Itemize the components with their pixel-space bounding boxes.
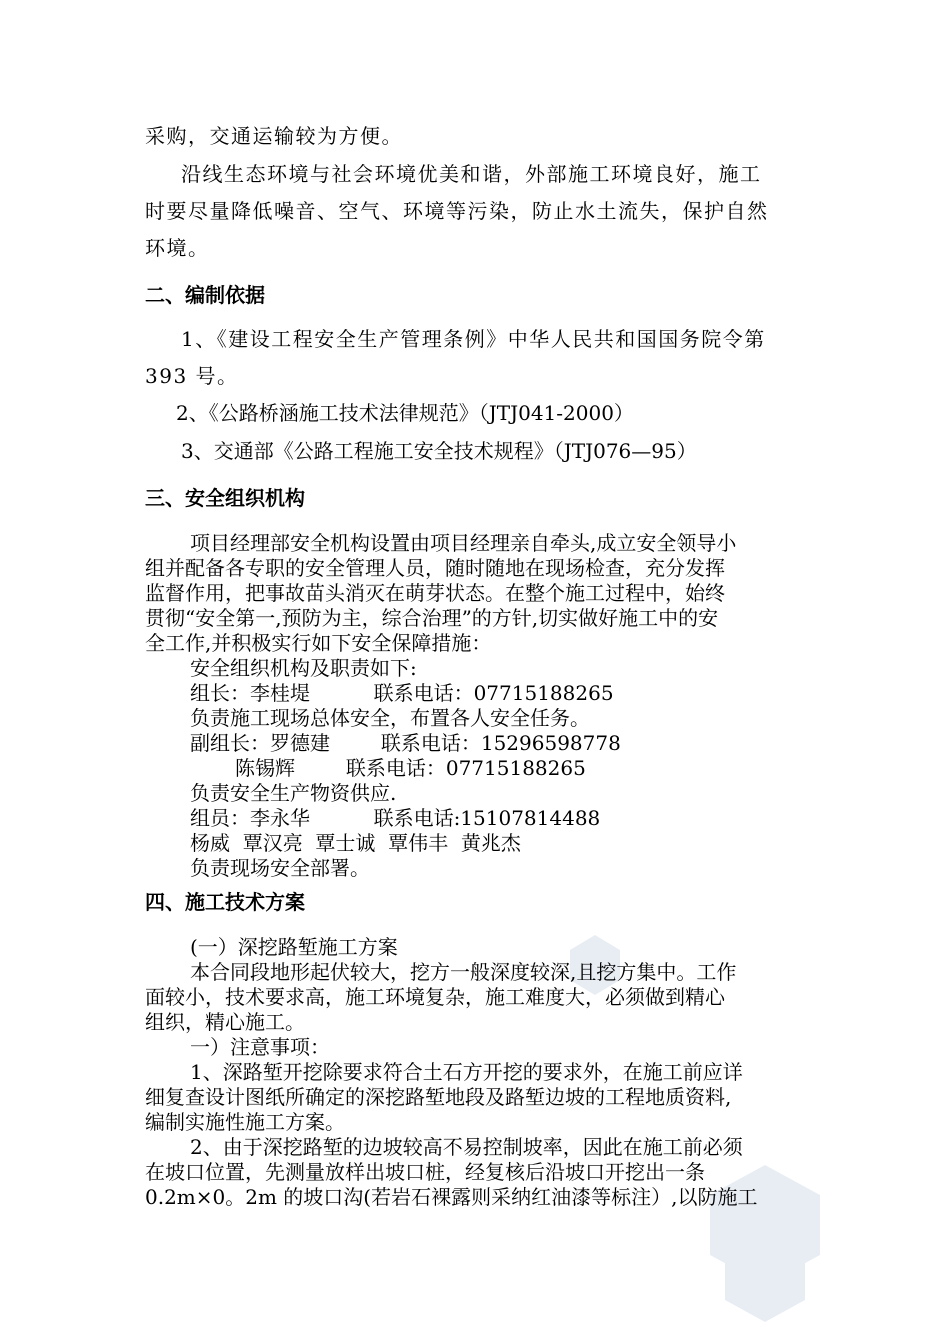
- section-heading: 四、施工技术方案: [145, 890, 305, 914]
- text-line: 本合同段地形起伏较大，挖方一般深度较深,且挖方集中。工作: [190, 960, 737, 984]
- text-line: 组长：李桂堤 联系电话：07715188265: [190, 681, 614, 705]
- text-line: 负责施工现场总体安全，布置各人安全任务。: [190, 706, 590, 730]
- section-heading: 二、编制依据: [145, 283, 265, 307]
- text-line: 组织，精心施工。: [145, 1010, 305, 1034]
- text-line: 负责现场安全部署。: [190, 856, 370, 880]
- text-line: 负责安全生产物资供应.: [190, 781, 397, 805]
- text-line: 环境。: [145, 236, 210, 260]
- text-line: 面较小，技术要求高，施工环境复杂，施工难度大，必须做到精心: [145, 985, 725, 1009]
- text-line: 沿线生态环境与社会环境优美和谐，外部施工环境良好，施工: [181, 162, 762, 186]
- text-line: 组并配备各专职的安全管理人员，随时随地在现场检查，充分发挥: [145, 556, 725, 580]
- section-heading: 三、安全组织机构: [145, 486, 305, 510]
- text-line: 陈锡辉 联系电话：07715188265: [235, 756, 586, 780]
- text-line: 杨威 覃汉亮 覃士诚 覃伟丰 黄兆杰: [190, 831, 521, 855]
- text-line: 2、由于深挖路堑的边坡较高不易控制坡率，因此在施工前必须: [190, 1135, 743, 1159]
- text-line: 监督作用，把事故苗头消灭在萌芽状态。在整个施工过程中，始终: [145, 581, 725, 605]
- text-line: 一）注意事项：: [190, 1035, 330, 1059]
- text-line: 2、《公路桥涵施工技术法律规范》（JTJ041-2000）: [176, 401, 634, 425]
- text-line: 在坡口位置，先测量放样出坡口桩，经复核后沿坡口开挖出一条: [145, 1160, 705, 1184]
- text-line: 1、《建设工程安全生产管理条例》中华人民共和国国务院令第: [181, 327, 766, 351]
- text-line: 安全组织机构及职责如下:: [190, 656, 417, 680]
- text-line: 贯彻“安全第一,预防为主，综合治理”的方针,切实做好施工中的安: [145, 606, 719, 630]
- text-line: 组员：李永华 联系电话:15107814488: [190, 806, 601, 830]
- text-line: 项目经理部安全机构设置由项目经理亲自牵头,成立安全领导小: [190, 531, 737, 555]
- text-line: 采购，交通运输较为方便。: [145, 124, 403, 148]
- text-line: 细复查设计图纸所确定的深挖路堑地段及路堑边坡的工程地质资料,: [145, 1085, 732, 1109]
- text-line: 1、深路堑开挖除要求符合土石方开挖的要求外，在施工前应详: [190, 1060, 743, 1084]
- text-line: 0.2m×0。2m 的坡口沟(若岩石裸露则采纳红油漆等标注）,以防施工: [145, 1185, 758, 1209]
- text-line: 3、交通部《公路工程施工安全技术规程》（JTJ076—95）: [181, 439, 697, 463]
- text-line: 393 号。: [145, 364, 239, 388]
- text-line: 编制实施性施工方案。: [145, 1110, 345, 1134]
- text-line: (一）深挖路堑施工方案: [190, 935, 398, 959]
- text-line: 全工作,并积极实行如下安全保障措施：: [145, 631, 492, 655]
- text-line: 时要尽量降低噪音、空气、环境等污染，防止水土流失，保护自然: [145, 199, 769, 223]
- text-line: 副组长：罗德建 联系电话：15296598778: [190, 731, 621, 755]
